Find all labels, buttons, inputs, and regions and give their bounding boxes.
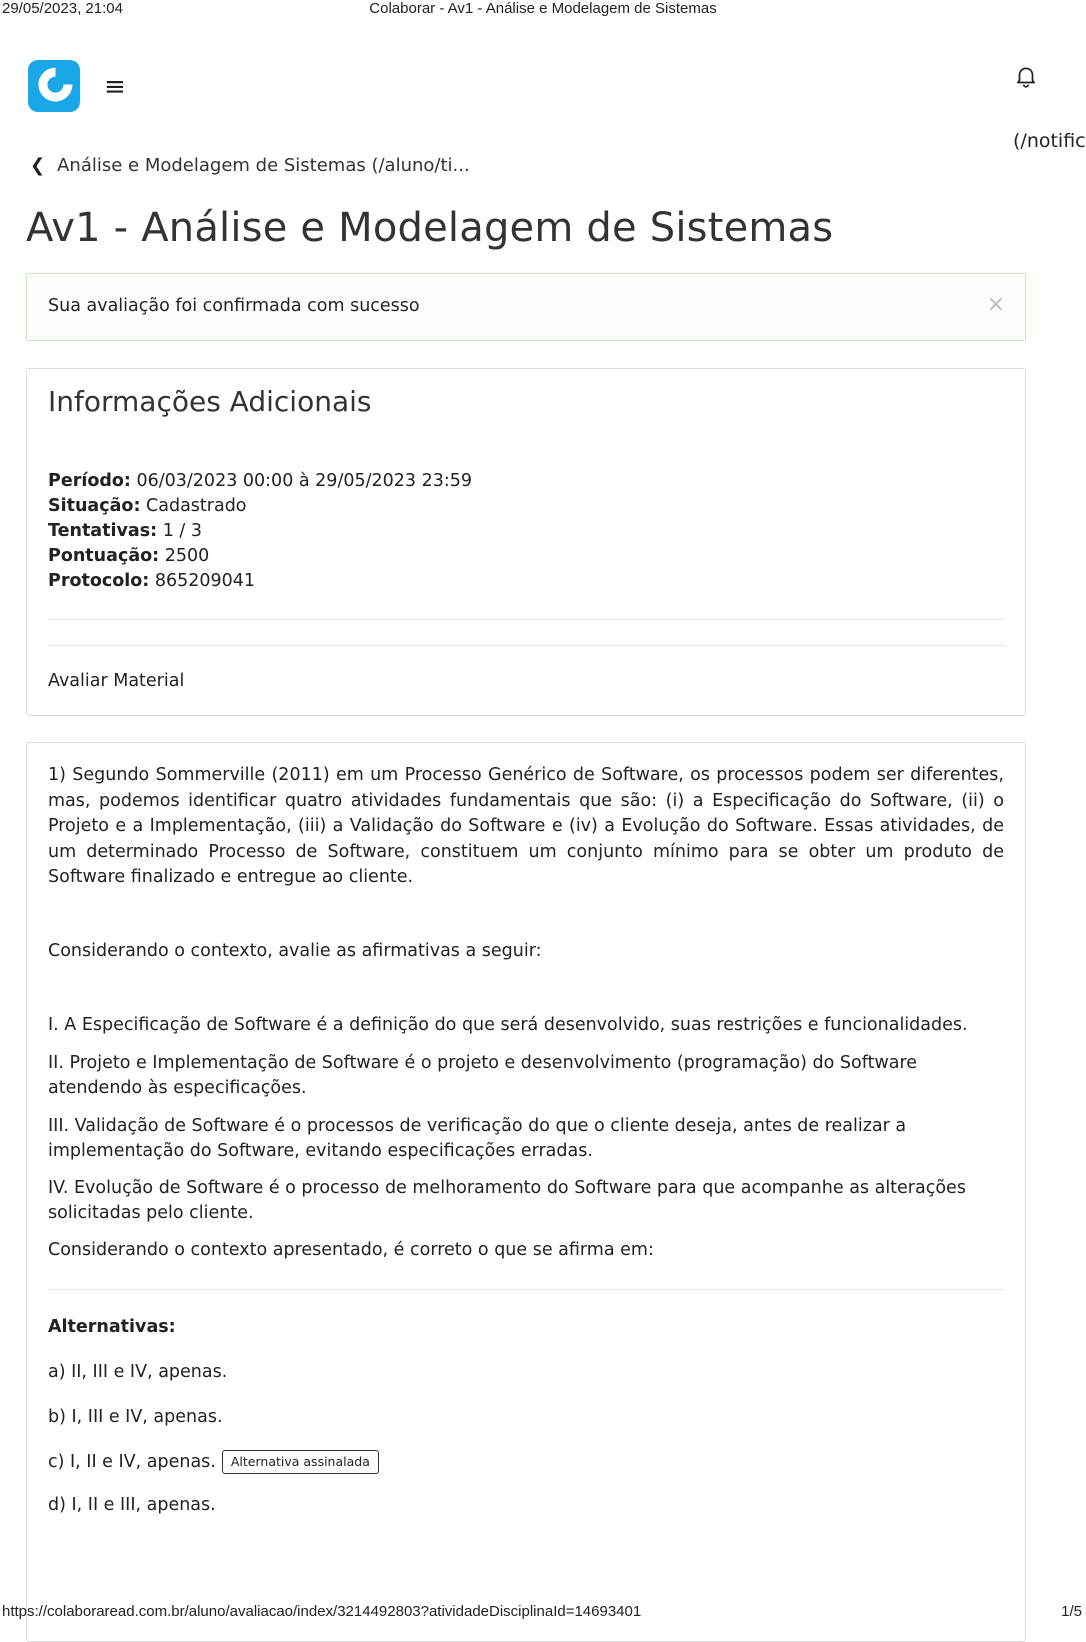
alternative-d[interactable]: d) I, II e III, apenas. <box>48 1495 216 1515</box>
hamburger-menu-icon[interactable]: ≡ <box>104 72 126 102</box>
top-bar <box>28 56 1086 116</box>
breadcrumb[interactable] <box>30 155 470 176</box>
colaborar-logo[interactable] <box>28 60 80 112</box>
avaliar-material-link[interactable]: Avaliar Material <box>48 671 185 691</box>
breadcrumb-label[interactable]: Análise e Modelagem de Sistemas (/aluno/ti... <box>57 155 470 176</box>
bell-icon[interactable] <box>1013 62 1039 90</box>
statement-3: III. Validação de Software é o processos de verificação do que o cliente deseja, antes de realizar a implementação do Software, evitando especificações erradas. <box>48 1115 907 1161</box>
question-body <box>48 763 1004 1263</box>
print-page-number: 1/5 <box>1061 1603 1082 1620</box>
print-timestamp: 29/05/2023, 21:04 <box>2 0 123 17</box>
success-alert <box>26 273 1026 341</box>
print-page-title: Colaborar - Av1 - Análise e Modelagem de Sistemas <box>369 0 717 17</box>
question-card <box>26 742 1026 1642</box>
alert-message: Sua avaliação foi confirmada com sucesso <box>48 296 420 316</box>
info-pontuacao: Pontuação: 2500 <box>48 546 210 566</box>
statement-1: I. A Especificação de Software é a definição do que será desenvolvido, suas restrições e funcionalidades. <box>48 1015 968 1035</box>
divider <box>48 1289 1005 1290</box>
statement-4: IV. Evolução de Software é o processo de melhoramento do Software para que acompanhe as alterações solicitadas pelo cliente. <box>48 1177 966 1223</box>
question-closing: Considerando o contexto apresentado, é correto o que se afirma em: <box>48 1239 654 1260</box>
print-header <box>0 0 1086 18</box>
divider <box>48 645 1005 646</box>
statement-2: II. Projeto e Implementação de Software é o projeto e desenvolvimento (programação) do Software atendendo às especificações. <box>48 1052 918 1098</box>
info-tentativas: Tentativas: 1 / 3 <box>48 521 202 541</box>
page-title: Av1 - Análise e Modelagem de Sistemas <box>26 205 834 251</box>
divider <box>48 619 1005 620</box>
info-list <box>48 469 472 594</box>
print-url: https://colaboraread.com.br/aluno/avaliacao/index/3214492803?atividadeDisciplinaId=14693401 <box>2 1603 642 1620</box>
print-footer <box>0 1603 1086 1621</box>
info-situacao: Situação: Cadastrado <box>48 496 247 516</box>
close-icon[interactable]: × <box>986 292 1005 317</box>
alternative-a[interactable]: a) II, III e IV, apenas. <box>48 1362 228 1382</box>
info-protocolo: Protocolo: 865209041 <box>48 571 256 591</box>
selected-alternative-badge: Alternativa assinalada <box>222 1450 379 1474</box>
alternative-c[interactable]: c) I, II e IV, apenas. Alternativa assinalada <box>48 1450 379 1474</box>
chevron-left-icon: ❮ <box>30 155 46 176</box>
question-context: Considerando o contexto, avalie as afirmativas a seguir: <box>48 940 542 961</box>
alternatives-label: Alternativas: <box>48 1317 176 1337</box>
info-card <box>26 368 1026 716</box>
info-card-title: Informações Adicionais <box>48 385 372 418</box>
info-periodo: Período: 06/03/2023 00:00 à 29/05/2023 23:59 <box>48 471 473 491</box>
notifications-link[interactable]: (/notific <box>1013 130 1086 152</box>
alternative-b[interactable]: b) I, III e IV, apenas. <box>48 1407 223 1427</box>
question-intro: 1) Segundo Sommerville (2011) em um Processo Genérico de Software, os processos podem ser diferentes, mas, podemos identificar quatro atividades fundamentais que são: (i) a Especificação do Software, (ii) o Projeto e a Implementação, (iii) a Validação do Software e (iv) a Evolução do Software. Essas atividades, de um determinado Processo de Software, constituem um conjunto mínimo para se obter um produto de Software finalizado e entregue ao cliente. <box>48 765 1004 887</box>
